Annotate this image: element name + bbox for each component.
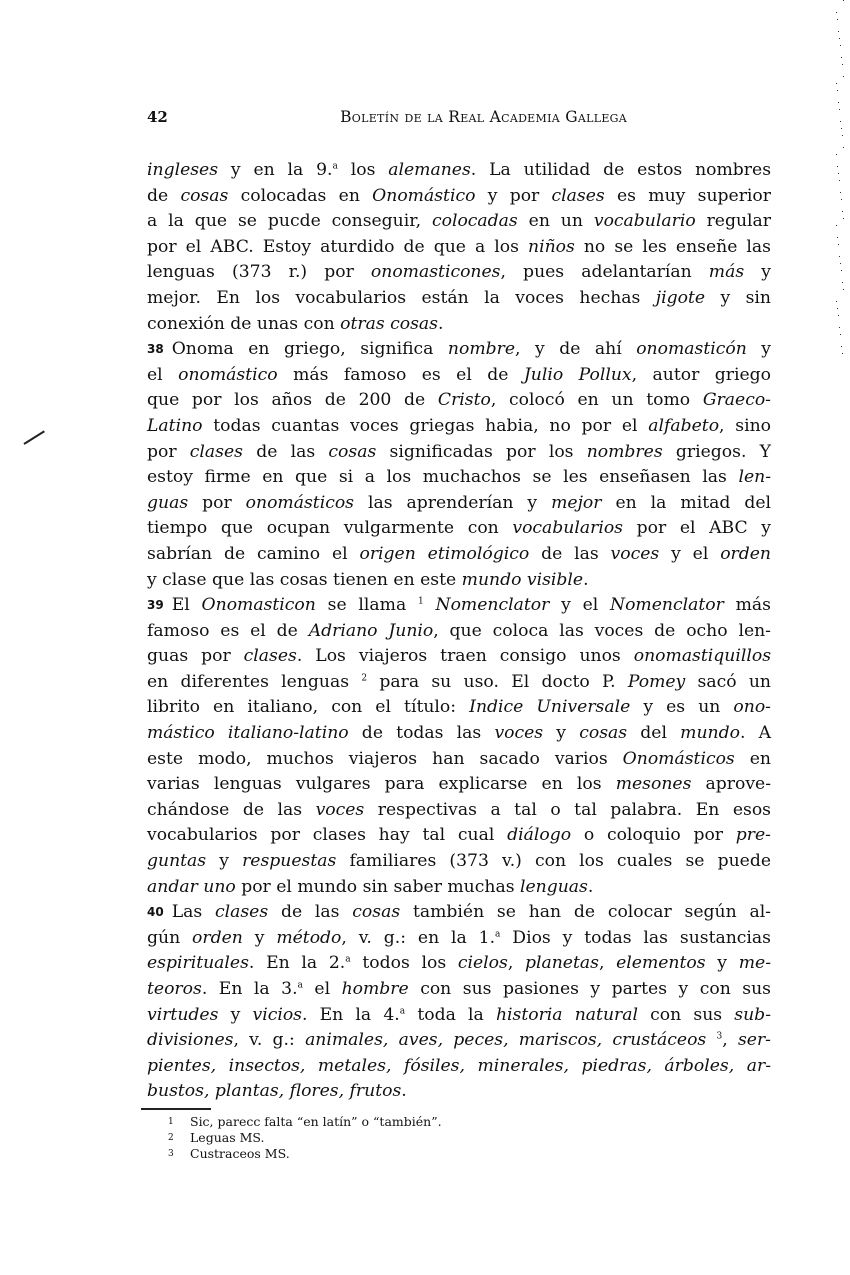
text-line (147, 414, 771, 440)
text-run: clases (243, 646, 297, 667)
text-run: este modo, muchos viajeros han sacado varios (147, 748, 623, 769)
text-line (147, 670, 771, 696)
text-run: Adriano Junio (308, 620, 434, 641)
text-line (147, 184, 771, 210)
text-line (147, 926, 771, 952)
text-run: mástico italiano-latino (147, 723, 349, 744)
text-run: los (337, 160, 389, 180)
text-run: ser- (737, 1030, 771, 1051)
text-run: elementos (616, 953, 706, 974)
text-run: len- (738, 467, 771, 488)
footnote-text: Leguas MS. (190, 1130, 265, 1145)
text-line (147, 337, 771, 363)
text-run: orden (192, 927, 243, 948)
text-run: voces (610, 543, 660, 564)
footnote-text: Sic, parecc falta “en latín” o “también”. (190, 1114, 442, 1129)
text-run: origen etimológico (359, 543, 530, 564)
paragraph-number: 38 (147, 342, 164, 357)
text-run: sub- (734, 1004, 771, 1025)
superscript: 1 (418, 596, 424, 607)
text-run: clases (189, 441, 243, 462)
text-run: , (598, 953, 617, 974)
text-run: vicios (252, 1004, 302, 1025)
text-run: de las (242, 441, 329, 462)
text-run: virtudes (147, 1004, 219, 1025)
text-line (147, 516, 771, 542)
text-run: por (147, 441, 190, 462)
text-run: y en la 9. (218, 160, 333, 180)
text-line (147, 363, 771, 389)
text-line (147, 286, 771, 312)
text-line (147, 823, 771, 849)
text-run: Onoma en griego, significa (171, 339, 448, 360)
text-run: lenguas (519, 876, 588, 897)
text-run: , autor griego (631, 364, 771, 385)
text-run: y clase que las cosas tienen en este (147, 569, 462, 590)
text-run: Cristo (437, 390, 491, 411)
text-run: por el ABC. Estoy aturdido de que a los (147, 236, 528, 257)
text-run: cosas (579, 723, 628, 744)
text-run: significadas por los (376, 441, 587, 462)
superscript: 3 (716, 1031, 723, 1042)
text-line (147, 542, 771, 568)
text-line (147, 619, 771, 645)
text-run: mundo visible (461, 569, 584, 590)
text-line (147, 158, 771, 184)
text-run: más (723, 595, 771, 616)
text-run: mejor. En los vocabularios están la voces hechas (147, 287, 656, 308)
text-line (147, 1054, 771, 1080)
text-run: por el ABC y (623, 518, 771, 539)
text-run: estoy firme en que si a los muchachos se les enseñasen las (147, 467, 739, 488)
text-run: y es un (630, 697, 734, 718)
text-run: guas (147, 492, 189, 513)
text-run: onomasticón (636, 339, 747, 360)
text-run: teoros (147, 979, 202, 999)
text-run: guas por (147, 646, 244, 667)
text-line (147, 875, 771, 901)
text-run: se llama (315, 595, 418, 616)
text-run: del (627, 723, 681, 744)
text-run: Nomenclator (435, 595, 550, 616)
text-line (147, 491, 771, 517)
text-run: , que coloca las voces de ocho len- (433, 620, 771, 641)
paragraph-number: 39 (147, 598, 164, 613)
text-run: , (507, 953, 525, 974)
text-run: griegos. Y (662, 441, 771, 462)
text-run: el (147, 364, 179, 385)
text-run: onomásticos (245, 492, 355, 513)
text-run: , y de ahí (515, 339, 637, 360)
text-run: en la mitad del (601, 492, 771, 513)
text-run: de las (529, 543, 611, 564)
text-run: bustos, plantas, flores, frutos (147, 1081, 402, 1102)
page-number: 42 (147, 108, 168, 126)
paragraph-number: 40 (147, 905, 164, 920)
text-run: espirituales (147, 953, 249, 974)
text-run: de todas las (348, 723, 495, 744)
text-run: mundo (680, 723, 740, 744)
footnote (168, 1114, 442, 1130)
text-line (147, 440, 771, 466)
text-run: todos los (350, 953, 458, 974)
text-run: por (188, 492, 246, 513)
text-run: las aprenderían y (354, 492, 552, 513)
text-run: onomasticones (370, 262, 501, 283)
footnote (168, 1146, 442, 1162)
text-line (147, 747, 771, 773)
text-run: , v. g.: en la 1. (341, 927, 496, 948)
text-run: nombres (586, 441, 663, 462)
text-run: el (302, 979, 342, 999)
text-run: cosas (352, 902, 401, 923)
text-run: método (276, 927, 342, 948)
text-line (147, 721, 771, 747)
text-line (147, 1003, 771, 1029)
text-run: y por (475, 185, 552, 206)
text-run: más (708, 262, 745, 283)
text-run: con sus pasiones y partes y con sus (408, 979, 771, 999)
text-run: . En la 3. (201, 979, 298, 999)
text-line (147, 798, 771, 824)
footnote-number: 2 (168, 1133, 174, 1143)
text-line (147, 312, 771, 338)
text-run: animales, aves, peces, mariscos, crustáceos (305, 1030, 707, 1051)
text-line (147, 568, 771, 594)
text-run: historia natural (495, 1004, 638, 1025)
text-run: respuestas (242, 851, 337, 872)
text-run: guntas (147, 851, 207, 872)
text-run: El (171, 595, 202, 616)
text-run: , pues adelantarían (500, 262, 709, 283)
text-run: ingleses (147, 160, 219, 180)
text-run: todas cuantas voces griegas habia, no por el (202, 415, 649, 436)
text-run: orden (720, 543, 771, 564)
text-line (147, 593, 771, 619)
text-run: . Los viajeros traen consigo unos (296, 646, 634, 667)
text-run: divisiones (147, 1030, 234, 1051)
text-run: andar uno (147, 876, 236, 897)
superscript: a (297, 980, 303, 991)
text-run: cosas (328, 441, 377, 462)
text-run: Las (171, 902, 215, 923)
text-run: . En la 2. (248, 953, 346, 974)
text-line (147, 849, 771, 875)
text-run: , sino (719, 415, 771, 436)
body-text (147, 158, 771, 1105)
text-run: y (746, 339, 771, 360)
text-run (424, 595, 436, 615)
text-run: mesones (615, 774, 692, 795)
running-title: Boletín de la Real Academia Gallega (340, 108, 627, 126)
text-line (147, 951, 771, 977)
text-run: respectivas a tal o tal palabra. En esos (364, 799, 771, 820)
text-run: por el mundo sin saber muchas (235, 876, 520, 897)
text-run: conexión de unas con (147, 313, 341, 334)
text-run: . (437, 313, 444, 334)
text-run: sacó un (685, 671, 772, 692)
text-run: Latino (147, 415, 203, 436)
text-run: colocadas en (228, 185, 373, 206)
text-run: , colocó en un tomo (490, 390, 703, 411)
text-run: cosas (180, 185, 229, 206)
text-run: Graeco- (702, 390, 771, 411)
text-run: Indice Universale (469, 697, 631, 718)
text-run: no se les enseñe las (574, 236, 771, 257)
text-run: voces (494, 723, 544, 744)
text-run: sabrían de camino el (147, 543, 360, 564)
text-run: y (705, 953, 739, 974)
text-run: . A (739, 723, 772, 744)
text-line (147, 695, 771, 721)
text-run: onomastiquillos (633, 646, 772, 667)
text-run: . En la 4. (301, 1004, 400, 1025)
text-run: nombre (447, 339, 516, 360)
text-run: Onomásticos (622, 748, 735, 769)
text-run: ono- (733, 697, 771, 718)
text-line (147, 644, 771, 670)
text-run: y (242, 927, 277, 948)
superscript: 2 (361, 673, 368, 684)
superscript: a (495, 929, 501, 940)
text-run: pre- (735, 825, 771, 846)
text-run: jigote (655, 287, 706, 308)
text-run: pientes, insectos, metales, fósiles, minerales, piedras, árboles, ar- (147, 1055, 771, 1076)
text-run: alemanes (388, 160, 471, 180)
text-run: familiares (373 v.) con los cuales se puede (336, 851, 771, 872)
text-run: chándose de las (147, 799, 316, 820)
text-run: planetas (524, 953, 599, 974)
text-run: clases (214, 902, 269, 923)
text-run: en (734, 748, 771, 769)
text-line (147, 235, 771, 261)
text-run: diálogo (507, 825, 572, 846)
text-run: . (583, 569, 589, 590)
text-run: a la que se pucde conseguir, (147, 211, 432, 232)
text-run: es muy superior (604, 185, 771, 206)
text-run: vocabularios (512, 518, 624, 539)
text-run: . (587, 876, 594, 897)
footnote-text: Custraceos MS. (190, 1146, 290, 1161)
text-run: aprove- (691, 774, 772, 795)
text-run: en diferentes lenguas (147, 671, 362, 692)
text-run: Onomástico (372, 185, 476, 206)
text-run: también se han de colocar según al- (400, 902, 771, 923)
text-run: me- (738, 953, 771, 974)
text-run: y el (549, 595, 611, 616)
text-line (147, 260, 771, 286)
text-run: y (543, 723, 580, 744)
text-run: de las (268, 902, 353, 923)
text-run: voces (315, 799, 365, 820)
text-run: , v. g.: (233, 1030, 306, 1051)
text-run: Julio Pollux (523, 364, 632, 385)
text-run: lenguas (373 r.) por (147, 262, 371, 283)
footnotes (168, 1114, 442, 1162)
text-run: en un (517, 211, 594, 232)
text-run: y el (659, 543, 721, 564)
text-run: y (206, 851, 243, 872)
text-line (147, 465, 771, 491)
text-run: niños (528, 236, 575, 257)
text-line (147, 1028, 771, 1054)
text-run: Onomasticon (201, 595, 316, 616)
text-run: vocabularios por clases hay tal cual (147, 825, 508, 846)
text-run: , (722, 1030, 738, 1051)
text-run: vocabulario (593, 211, 696, 232)
margin-pencil-mark (23, 430, 44, 444)
text-run: más famoso es el de (277, 364, 524, 385)
text-run: con sus (637, 1004, 735, 1025)
text-run: . (401, 1081, 407, 1102)
text-run: regular (695, 211, 772, 232)
scan-edge-specks (790, 0, 850, 400)
text-run: para su uso. El docto P. (367, 671, 628, 692)
superscript: a (399, 1005, 406, 1016)
page-header (147, 108, 627, 130)
text-run: tiempo que ocupan vulgarmente con (147, 518, 513, 539)
text-run: otras cosas (340, 313, 438, 334)
text-run: Pomey (627, 671, 686, 692)
text-run: varias lenguas vulgares para explicarse en los (147, 774, 616, 795)
text-run: onomástico (178, 364, 278, 385)
text-run: gún (147, 927, 193, 948)
text-run: y sin (705, 287, 771, 308)
text-line (147, 1079, 771, 1105)
text-run: clases (551, 185, 605, 206)
text-run: y (218, 1004, 253, 1025)
footnote-number: 1 (168, 1117, 174, 1127)
text-run: o coloquio por (571, 825, 736, 846)
footnote (168, 1130, 442, 1146)
text-run: de (147, 185, 181, 206)
text-line (147, 772, 771, 798)
text-run: mejor (551, 492, 602, 513)
text-line (147, 209, 771, 235)
text-line (147, 388, 771, 414)
text-run: . La utilidad de estos nombres (470, 160, 772, 180)
footnote-number: 3 (168, 1149, 174, 1159)
text-run: famoso es el de (147, 620, 309, 641)
text-run: colocadas (431, 211, 518, 232)
text-run: que por los años de 200 de (147, 390, 438, 411)
text-run: Dios y todas las sustancias (500, 927, 771, 948)
superscript: a (345, 954, 351, 965)
text-line (147, 900, 771, 926)
text-run: Nomenclator (610, 595, 724, 616)
text-run: cielos (457, 953, 508, 974)
text-run: hombre (341, 979, 409, 999)
text-run: y (744, 262, 771, 283)
superscript: a (332, 161, 338, 172)
footnote-rule (141, 1108, 211, 1110)
text-run: toda la (405, 1004, 496, 1025)
text-run: alfabeto (648, 415, 720, 436)
text-run: librito en italiano, con el título: (147, 697, 470, 718)
text-line (147, 977, 771, 1003)
text-run (706, 1030, 716, 1050)
